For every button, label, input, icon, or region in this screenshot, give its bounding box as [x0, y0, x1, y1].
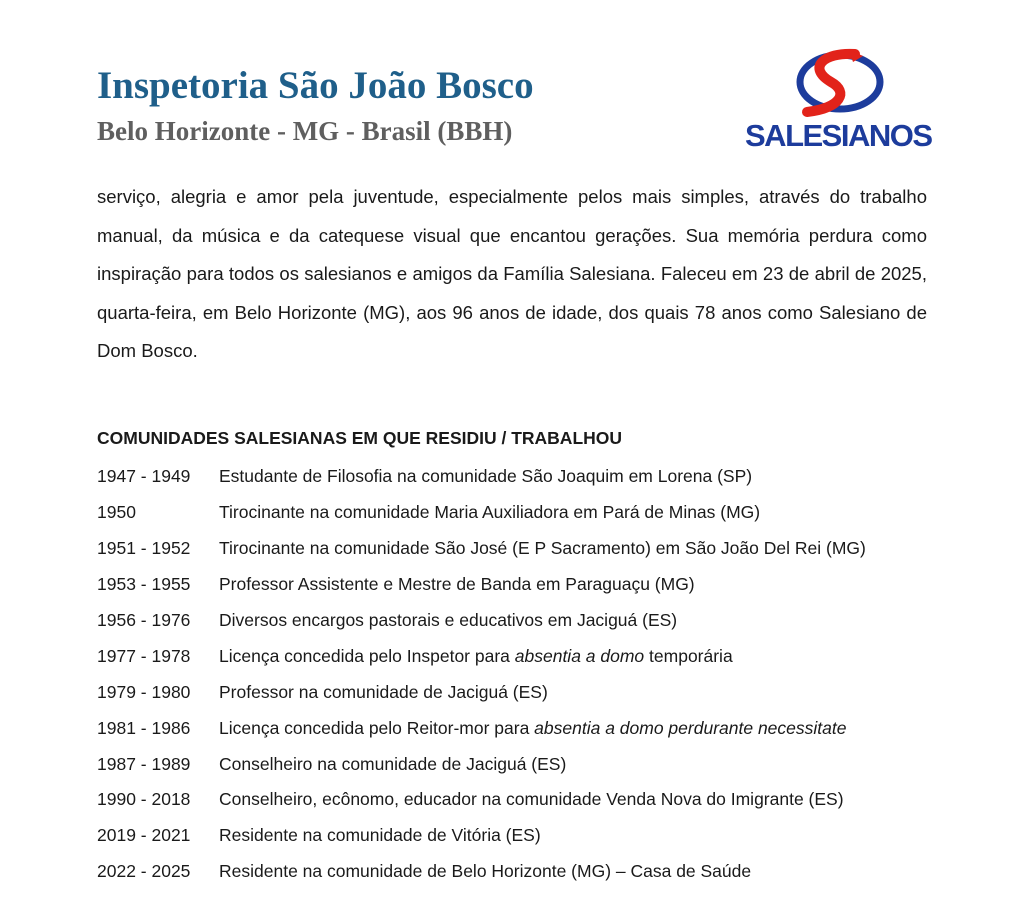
timeline-years: 2019 - 2021 — [97, 825, 191, 846]
timeline-row — [97, 603, 937, 639]
timeline-description — [219, 646, 937, 667]
timeline-years: 1947 - 1949 — [97, 466, 191, 487]
timeline-years: 1951 - 1952 — [97, 538, 191, 559]
timeline-row — [97, 459, 937, 495]
timeline-years: 1977 - 1978 — [97, 645, 191, 666]
timeline-description: Conselheiro na comunidade de Jaciguá (ES) — [219, 753, 567, 774]
timeline-row — [97, 710, 937, 746]
timeline-list — [97, 459, 937, 890]
timeline-years: 1981 - 1986 — [97, 717, 191, 738]
timeline-description: Professor Assistente e Mestre de Banda em Paraguaçu (MG) — [219, 574, 695, 595]
timeline-description: Residente na comunidade de Belo Horizonte (MG) – Casa de Saúde — [219, 861, 752, 882]
timeline-text-suffix: temporária — [644, 645, 733, 666]
timeline-row — [97, 674, 937, 710]
timeline-description: Professor na comunidade de Jaciguá (ES) — [219, 681, 548, 702]
salesianos-emblem-icon — [745, 46, 930, 126]
timeline-years: 1950 — [97, 502, 136, 523]
timeline-row — [97, 854, 937, 890]
timeline-description: Tirocinante na comunidade Maria Auxiliadora em Pará de Minas (MG) — [219, 502, 761, 523]
timeline-description: Conselheiro, ecônomo, educador na comunidade Venda Nova do Imigrante (ES) — [219, 789, 844, 810]
timeline-row — [97, 638, 937, 674]
timeline-years: 1956 - 1976 — [97, 610, 191, 630]
timeline-row — [97, 818, 937, 854]
page-subtitle: Belo Horizonte - MG - Brasil (BBH) — [97, 116, 513, 146]
timeline-years: 1953 - 1955 — [97, 574, 191, 595]
logo-wordmark: SALESIANOS — [745, 118, 932, 153]
timeline-text-prefix: Licença concedida pelo Inspetor para — [219, 645, 515, 666]
timeline-years: 2022 - 2025 — [97, 861, 191, 882]
timeline-description — [219, 718, 937, 739]
timeline-description: Estudante de Filosofia na comunidade São Joaquim em Lorena (SP) — [219, 466, 753, 487]
salesianos-logo — [745, 46, 930, 158]
timeline-years: 1979 - 1980 — [97, 681, 191, 702]
timeline-description: Residente na comunidade de Vitória (ES) — [219, 825, 541, 846]
page-header — [97, 62, 534, 148]
timeline-years: 1987 - 1989 — [97, 753, 191, 774]
timeline-description: Tirocinante na comunidade São José (E P Sacramento) em São João Del Rei (MG) — [219, 538, 866, 559]
page-title: Inspetoria São João Bosco — [97, 64, 534, 107]
timeline-latin-term: absentia a domo perdurante necessitate — [534, 717, 847, 738]
timeline-text-prefix: Licença concedida pelo Reitor-mor para — [219, 717, 535, 738]
timeline-latin-term: absentia a domo — [514, 645, 645, 666]
timeline-years: 1990 - 2018 — [97, 789, 191, 810]
timeline-description: Diversos encargos pastorais e educativos em Jaciguá (ES) — [219, 610, 678, 630]
timeline-row — [97, 495, 937, 531]
timeline-row — [97, 746, 937, 782]
timeline-row — [97, 567, 937, 603]
section-title: COMUNIDADES SALESIANAS EM QUE RESIDIU / TRABALHOU — [97, 428, 623, 448]
body-paragraph: serviço, alegria e amor pela juventude, especialmente pelos mais simples, através do trabalho manual, da música e da catequese visual que encantou gerações. Sua memória perdura como inspiração para todos os salesianos e amigos da Família Salesiana. Faleceu em 23 de abril de 2025, quarta-feira, em Belo Horizonte (MG), aos 96 anos de idade, dos quais 78 anos como Salesiano de Dom Bosco. — [97, 186, 927, 361]
timeline-row — [97, 782, 937, 818]
timeline-row — [97, 531, 937, 567]
